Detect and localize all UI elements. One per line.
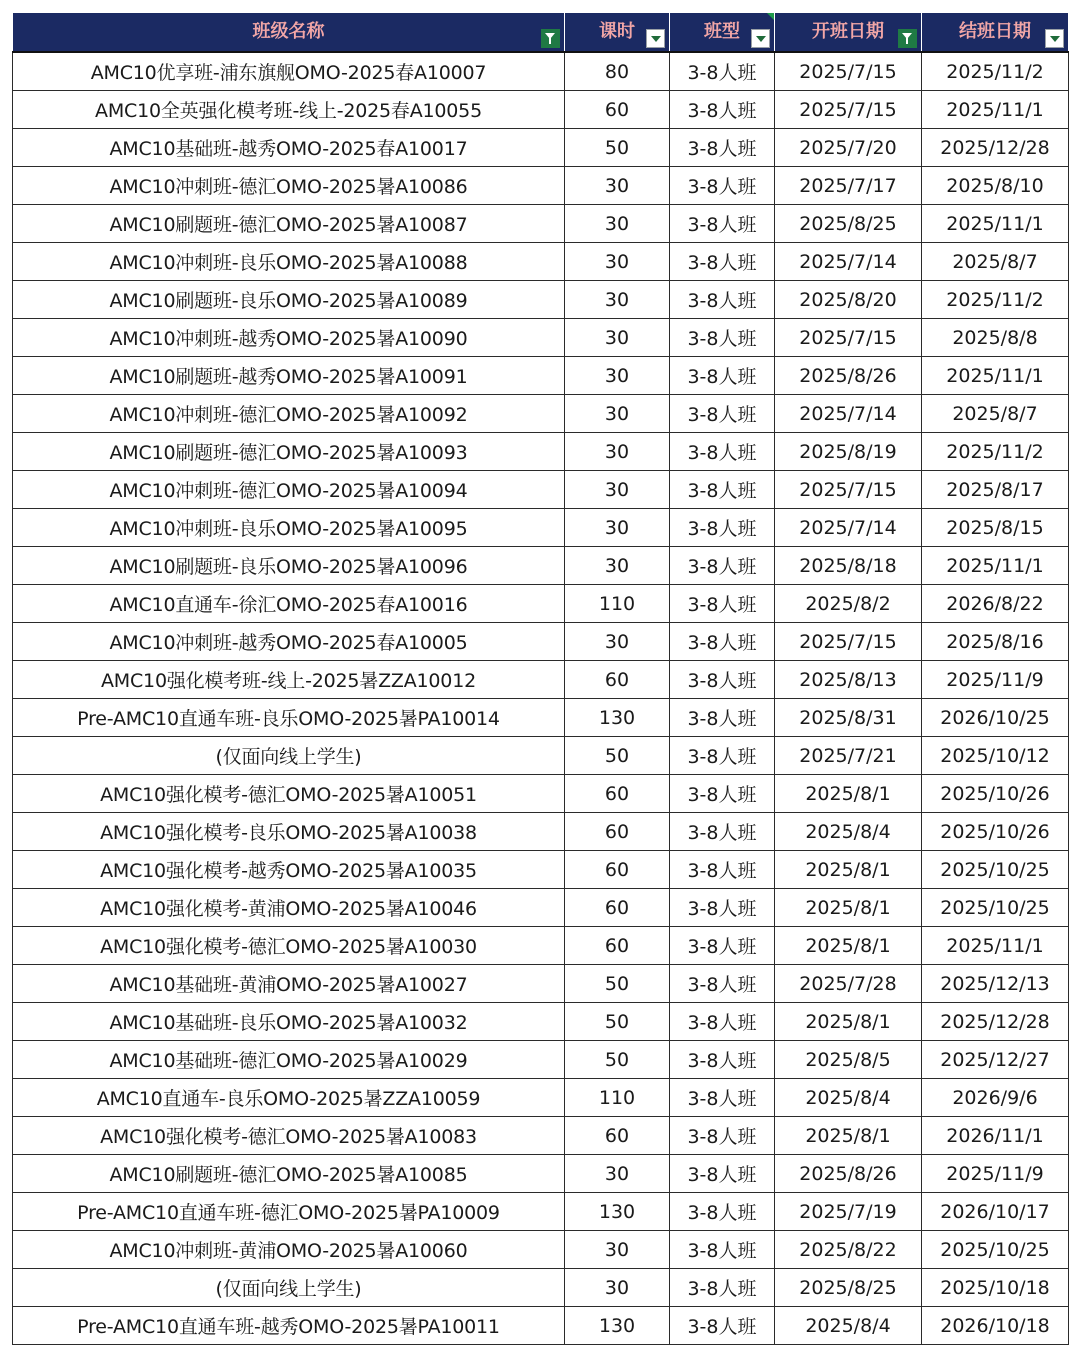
cell-class-name[interactable]: AMC10冲刺班-黄浦OMO-2025暑A10060 — [13, 1231, 565, 1269]
cell-start-date[interactable]: 2025/7/15 — [775, 52, 922, 91]
arrow-shape — [1050, 36, 1060, 42]
cell-class-type[interactable]: 3-8人班 — [670, 1193, 775, 1231]
cell-class-type[interactable]: 3-8人班 — [670, 775, 775, 813]
cell-end-date[interactable]: 2025/8/16 — [922, 623, 1069, 661]
table-row — [13, 52, 1069, 91]
cell-class-name[interactable]: AMC10强化模考班-线上-2025暑ZZA10012 — [13, 661, 565, 699]
cell-end-date[interactable]: 2025/11/1 — [922, 205, 1069, 243]
cell-class-type[interactable]: 3-8人班 — [670, 547, 775, 585]
table-row — [13, 1117, 1069, 1155]
cell-end-date[interactable]: 2025/11/1 — [922, 357, 1069, 395]
class-schedule-table — [12, 12, 1069, 1345]
cell-start-date[interactable]: 2025/8/31 — [775, 699, 922, 737]
cell-class-name[interactable]: AMC10冲刺班-良乐OMO-2025暑A10088 — [13, 243, 565, 281]
cell-class-type[interactable]: 3-8人班 — [670, 699, 775, 737]
cell-start-date[interactable]: 2025/7/14 — [775, 243, 922, 281]
table-row — [13, 91, 1069, 129]
cell-class-name[interactable]: (仅面向线上学生) — [13, 1269, 565, 1307]
cell-end-date[interactable]: 2025/10/26 — [922, 775, 1069, 813]
cell-class-name[interactable]: AMC10强化模考-德汇OMO-2025暑A10051 — [13, 775, 565, 813]
cell-class-type[interactable]: 3-8人班 — [670, 91, 775, 129]
cell-class-name[interactable]: AMC10强化模考-德汇OMO-2025暑A10083 — [13, 1117, 565, 1155]
cell-class-type[interactable]: 3-8人班 — [670, 433, 775, 471]
cell-end-date[interactable]: 2025/10/12 — [922, 737, 1069, 775]
table-row — [13, 737, 1069, 775]
cell-start-date[interactable]: 2025/8/25 — [775, 1269, 922, 1307]
cell-hours[interactable]: 60 — [565, 775, 670, 813]
table-row — [13, 547, 1069, 585]
cell-end-date[interactable]: 2025/8/7 — [922, 243, 1069, 281]
cell-class-type[interactable]: 3-8人班 — [670, 623, 775, 661]
cell-start-date[interactable]: 2025/8/1 — [775, 1003, 922, 1041]
cell-class-name[interactable]: AMC10冲刺班-德汇OMO-2025暑A10086 — [13, 167, 565, 205]
cell-class-type[interactable]: 3-8人班 — [670, 395, 775, 433]
cell-end-date[interactable]: 2026/10/18 — [922, 1307, 1069, 1345]
cell-start-date[interactable]: 2025/8/26 — [775, 357, 922, 395]
cell-end-date[interactable]: 2025/11/2 — [922, 52, 1069, 91]
cell-end-date[interactable]: 2025/11/1 — [922, 927, 1069, 965]
cell-class-name[interactable]: AMC10基础班-越秀OMO-2025春A10017 — [13, 129, 565, 167]
cell-start-date[interactable]: 2025/7/28 — [775, 965, 922, 1003]
cell-start-date[interactable]: 2025/8/4 — [775, 1307, 922, 1345]
cell-class-type[interactable]: 3-8人班 — [670, 471, 775, 509]
cell-hours[interactable]: 80 — [565, 52, 670, 91]
cell-hours[interactable]: 30 — [565, 1231, 670, 1269]
cell-start-date[interactable]: 2025/7/14 — [775, 509, 922, 547]
cell-end-date[interactable]: 2025/11/2 — [922, 433, 1069, 471]
table-row — [13, 205, 1069, 243]
cell-end-date[interactable]: 2025/12/28 — [922, 129, 1069, 167]
cell-class-type[interactable]: 3-8人班 — [670, 927, 775, 965]
cell-class-type[interactable]: 3-8人班 — [670, 585, 775, 623]
cell-end-date[interactable]: 2025/8/8 — [922, 319, 1069, 357]
cell-class-type[interactable]: 3-8人班 — [670, 1117, 775, 1155]
cell-hours[interactable]: 110 — [565, 585, 670, 623]
cell-class-type[interactable]: 3-8人班 — [670, 1269, 775, 1307]
cell-end-date[interactable]: 2025/10/25 — [922, 851, 1069, 889]
cell-class-name[interactable]: AMC10直通车-良乐OMO-2025暑ZZA10059 — [13, 1079, 565, 1117]
cell-class-name[interactable]: AMC10直通车-徐汇OMO-2025春A10016 — [13, 585, 565, 623]
cell-end-date[interactable]: 2025/12/28 — [922, 1003, 1069, 1041]
cell-start-date[interactable]: 2025/8/1 — [775, 775, 922, 813]
header-end-date-label: 结班日期 — [959, 21, 1031, 42]
table-row — [13, 1003, 1069, 1041]
cell-start-date[interactable]: 2025/7/15 — [775, 623, 922, 661]
table-row — [13, 395, 1069, 433]
cell-hours[interactable]: 30 — [565, 243, 670, 281]
cell-class-type[interactable]: 3-8人班 — [670, 1155, 775, 1193]
header-start-date-label: 开班日期 — [812, 21, 884, 42]
cell-start-date[interactable]: 2025/8/5 — [775, 1041, 922, 1079]
table-row — [13, 623, 1069, 661]
cell-class-type[interactable]: 3-8人班 — [670, 1041, 775, 1079]
cell-end-date[interactable]: 2025/8/10 — [922, 167, 1069, 205]
cell-end-date[interactable]: 2025/11/2 — [922, 281, 1069, 319]
cell-hours[interactable]: 30 — [565, 205, 670, 243]
cell-class-name[interactable]: AMC10强化模考-德汇OMO-2025暑A10030 — [13, 927, 565, 965]
cell-class-type[interactable]: 3-8人班 — [670, 737, 775, 775]
cell-class-name[interactable]: AMC10冲刺班-德汇OMO-2025暑A10092 — [13, 395, 565, 433]
cell-class-name[interactable]: AMC10刷题班-德汇OMO-2025暑A10093 — [13, 433, 565, 471]
cell-class-name[interactable]: Pre-AMC10直通车班-良乐OMO-2025暑PA10014 — [13, 699, 565, 737]
cell-class-name[interactable]: AMC10全英强化模考班-线上-2025春A10055 — [13, 91, 565, 129]
cell-hours[interactable]: 30 — [565, 319, 670, 357]
cell-class-type[interactable]: 3-8人班 — [670, 243, 775, 281]
cell-class-name[interactable]: AMC10刷题班-越秀OMO-2025暑A10091 — [13, 357, 565, 395]
cell-end-date[interactable]: 2025/11/1 — [922, 547, 1069, 585]
cell-start-date[interactable]: 2025/8/1 — [775, 889, 922, 927]
arrow-shape — [756, 36, 766, 42]
header-class-type — [670, 13, 775, 53]
cell-class-name[interactable]: Pre-AMC10直通车班-德汇OMO-2025暑PA10009 — [13, 1193, 565, 1231]
cell-end-date[interactable]: 2025/11/1 — [922, 91, 1069, 129]
table-row — [13, 1193, 1069, 1231]
table-row — [13, 889, 1069, 927]
table-row — [13, 243, 1069, 281]
header-hours-label: 课时 — [599, 21, 635, 42]
cell-class-name[interactable]: AMC10冲刺班-德汇OMO-2025暑A10094 — [13, 471, 565, 509]
cell-hours[interactable]: 30 — [565, 395, 670, 433]
table-row — [13, 699, 1069, 737]
cell-start-date[interactable]: 2025/7/17 — [775, 167, 922, 205]
cell-hours[interactable]: 110 — [565, 1079, 670, 1117]
cell-class-type[interactable]: 3-8人班 — [670, 357, 775, 395]
cell-end-date[interactable]: 2025/12/13 — [922, 965, 1069, 1003]
table-row — [13, 813, 1069, 851]
cell-class-name[interactable]: AMC10强化模考-良乐OMO-2025暑A10038 — [13, 813, 565, 851]
table-row — [13, 281, 1069, 319]
header-class-name — [13, 13, 565, 53]
table-row — [13, 1155, 1069, 1193]
cell-end-date[interactable]: 2026/10/25 — [922, 699, 1069, 737]
cell-hours[interactable]: 30 — [565, 167, 670, 205]
cell-class-type[interactable]: 3-8人班 — [670, 205, 775, 243]
table-row — [13, 927, 1069, 965]
cell-class-name[interactable]: AMC10冲刺班-越秀OMO-2025春A10005 — [13, 623, 565, 661]
cell-hours[interactable]: 30 — [565, 471, 670, 509]
cell-class-type[interactable]: 3-8人班 — [670, 889, 775, 927]
cell-hours[interactable]: 30 — [565, 623, 670, 661]
class-schedule-sheet — [12, 12, 1068, 1345]
table-row — [13, 129, 1069, 167]
cell-class-type[interactable]: 3-8人班 — [670, 319, 775, 357]
table-row — [13, 357, 1069, 395]
cell-class-type[interactable]: 3-8人班 — [670, 167, 775, 205]
cell-start-date[interactable]: 2025/8/4 — [775, 813, 922, 851]
cell-class-name[interactable]: AMC10刷题班-德汇OMO-2025暑A10085 — [13, 1155, 565, 1193]
funnel-stem — [549, 38, 551, 44]
cell-hours[interactable]: 60 — [565, 851, 670, 889]
cell-end-date[interactable]: 2026/8/22 — [922, 585, 1069, 623]
cell-start-date[interactable]: 2025/8/13 — [775, 661, 922, 699]
cell-start-date[interactable]: 2025/7/19 — [775, 1193, 922, 1231]
filter-active-icon[interactable] — [541, 29, 560, 48]
dropdown-arrow-icon[interactable] — [1045, 29, 1064, 48]
cell-class-name[interactable]: AMC10强化模考-黄浦OMO-2025暑A10046 — [13, 889, 565, 927]
cell-class-type[interactable]: 3-8人班 — [670, 661, 775, 699]
cell-class-type[interactable]: 3-8人班 — [670, 1231, 775, 1269]
cell-hours[interactable]: 30 — [565, 509, 670, 547]
cell-class-name[interactable]: AMC10刷题班-德汇OMO-2025暑A10087 — [13, 205, 565, 243]
funnel-stem — [906, 38, 908, 44]
cell-end-date[interactable]: 2025/11/9 — [922, 661, 1069, 699]
cell-end-date[interactable]: 2025/8/7 — [922, 395, 1069, 433]
cell-class-type[interactable]: 3-8人班 — [670, 1307, 775, 1345]
cell-class-name[interactable]: AMC10优享班-浦东旗舰OMO-2025春A10007 — [13, 52, 565, 91]
cell-class-type[interactable]: 3-8人班 — [670, 851, 775, 889]
cell-hours[interactable]: 30 — [565, 547, 670, 585]
table-row — [13, 1041, 1069, 1079]
cell-class-name[interactable]: AMC10强化模考-越秀OMO-2025暑A10035 — [13, 851, 565, 889]
cell-hours[interactable]: 60 — [565, 91, 670, 129]
header-hours — [565, 13, 670, 53]
cell-start-date[interactable]: 2025/8/25 — [775, 205, 922, 243]
cell-hours[interactable]: 60 — [565, 813, 670, 851]
cell-hours[interactable]: 60 — [565, 1117, 670, 1155]
cell-class-name[interactable]: (仅面向线上学生) — [13, 737, 565, 775]
cell-start-date[interactable]: 2025/8/26 — [775, 1155, 922, 1193]
cell-class-name[interactable]: AMC10基础班-黄浦OMO-2025暑A10027 — [13, 965, 565, 1003]
cell-class-type[interactable]: 3-8人班 — [670, 965, 775, 1003]
filter-active-icon[interactable] — [898, 29, 917, 48]
cell-start-date[interactable]: 2025/8/2 — [775, 585, 922, 623]
cell-hours[interactable]: 50 — [565, 129, 670, 167]
cell-end-date[interactable]: 2025/12/27 — [922, 1041, 1069, 1079]
cell-start-date[interactable]: 2025/8/22 — [775, 1231, 922, 1269]
header-start-date — [775, 13, 922, 53]
cell-hours[interactable]: 50 — [565, 1003, 670, 1041]
table-row — [13, 471, 1069, 509]
cell-hours[interactable]: 30 — [565, 281, 670, 319]
cell-end-date[interactable]: 2026/9/6 — [922, 1079, 1069, 1117]
cell-class-type[interactable]: 3-8人班 — [670, 281, 775, 319]
cell-start-date[interactable]: 2025/8/4 — [775, 1079, 922, 1117]
cell-start-date[interactable]: 2025/7/21 — [775, 737, 922, 775]
cell-class-type[interactable]: 3-8人班 — [670, 813, 775, 851]
cell-hours[interactable]: 50 — [565, 1041, 670, 1079]
cell-hours[interactable]: 30 — [565, 357, 670, 395]
cell-end-date[interactable]: 2026/11/1 — [922, 1117, 1069, 1155]
cell-hours[interactable]: 130 — [565, 1193, 670, 1231]
cell-start-date[interactable]: 2025/7/15 — [775, 91, 922, 129]
table-header — [13, 13, 1069, 53]
table-row — [13, 661, 1069, 699]
cell-start-date[interactable]: 2025/8/1 — [775, 851, 922, 889]
cell-hours[interactable]: 60 — [565, 927, 670, 965]
cell-start-date[interactable]: 2025/7/14 — [775, 395, 922, 433]
cell-class-name[interactable]: Pre-AMC10直通车班-越秀OMO-2025暑PA10011 — [13, 1307, 565, 1345]
cell-end-date[interactable]: 2025/11/9 — [922, 1155, 1069, 1193]
cell-end-date[interactable]: 2025/10/26 — [922, 813, 1069, 851]
cell-hours[interactable]: 50 — [565, 965, 670, 1003]
cell-hours[interactable]: 60 — [565, 661, 670, 699]
table-row — [13, 965, 1069, 1003]
dropdown-arrow-icon[interactable] — [646, 29, 665, 48]
header-class-name-label: 班级名称 — [252, 21, 325, 42]
table-row — [13, 509, 1069, 547]
table-row — [13, 1269, 1069, 1307]
table-row — [13, 433, 1069, 471]
table-row — [13, 851, 1069, 889]
header-end-date — [922, 13, 1069, 53]
cell-class-type[interactable]: 3-8人班 — [670, 1079, 775, 1117]
cell-end-date[interactable]: 2025/10/25 — [922, 1231, 1069, 1269]
cell-hours[interactable]: 130 — [565, 699, 670, 737]
cell-hours[interactable]: 30 — [565, 1155, 670, 1193]
cell-class-name[interactable]: AMC10基础班-德汇OMO-2025暑A10029 — [13, 1041, 565, 1079]
cell-hours[interactable]: 50 — [565, 737, 670, 775]
cell-class-name[interactable]: AMC10刷题班-良乐OMO-2025暑A10089 — [13, 281, 565, 319]
cell-hours[interactable]: 30 — [565, 433, 670, 471]
table-row — [13, 775, 1069, 813]
cell-end-date[interactable]: 2025/8/15 — [922, 509, 1069, 547]
cell-start-date[interactable]: 2025/8/18 — [775, 547, 922, 585]
cell-end-date[interactable]: 2026/10/17 — [922, 1193, 1069, 1231]
cell-start-date[interactable]: 2025/7/15 — [775, 471, 922, 509]
table-row — [13, 319, 1069, 357]
cell-hours[interactable]: 60 — [565, 889, 670, 927]
cell-class-type[interactable]: 3-8人班 — [670, 1003, 775, 1041]
cell-start-date[interactable]: 2025/7/20 — [775, 129, 922, 167]
comment-indicator-icon — [767, 13, 774, 20]
table-row — [13, 1307, 1069, 1345]
cell-start-date[interactable]: 2025/8/1 — [775, 1117, 922, 1155]
table-row — [13, 167, 1069, 205]
cell-class-type[interactable]: 3-8人班 — [670, 509, 775, 547]
header-row — [13, 13, 1069, 53]
arrow-shape — [651, 36, 661, 42]
cell-class-type[interactable]: 3-8人班 — [670, 52, 775, 91]
cell-hours[interactable]: 30 — [565, 1269, 670, 1307]
cell-class-name[interactable]: AMC10冲刺班-良乐OMO-2025暑A10095 — [13, 509, 565, 547]
dropdown-arrow-icon[interactable] — [751, 29, 770, 48]
cell-class-type[interactable]: 3-8人班 — [670, 129, 775, 167]
cell-start-date[interactable]: 2025/8/19 — [775, 433, 922, 471]
cell-start-date[interactable]: 2025/7/15 — [775, 319, 922, 357]
cell-end-date[interactable]: 2025/10/25 — [922, 889, 1069, 927]
cell-start-date[interactable]: 2025/8/1 — [775, 927, 922, 965]
cell-start-date[interactable]: 2025/8/20 — [775, 281, 922, 319]
cell-end-date[interactable]: 2025/8/17 — [922, 471, 1069, 509]
cell-hours[interactable]: 130 — [565, 1307, 670, 1345]
cell-class-name[interactable]: AMC10刷题班-良乐OMO-2025暑A10096 — [13, 547, 565, 585]
table-body — [13, 52, 1069, 1345]
cell-class-name[interactable]: AMC10基础班-良乐OMO-2025暑A10032 — [13, 1003, 565, 1041]
table-row — [13, 1079, 1069, 1117]
cell-class-name[interactable]: AMC10冲刺班-越秀OMO-2025暑A10090 — [13, 319, 565, 357]
header-class-type-label: 班型 — [704, 21, 740, 42]
table-row — [13, 1231, 1069, 1269]
table-row — [13, 585, 1069, 623]
cell-end-date[interactable]: 2025/10/18 — [922, 1269, 1069, 1307]
